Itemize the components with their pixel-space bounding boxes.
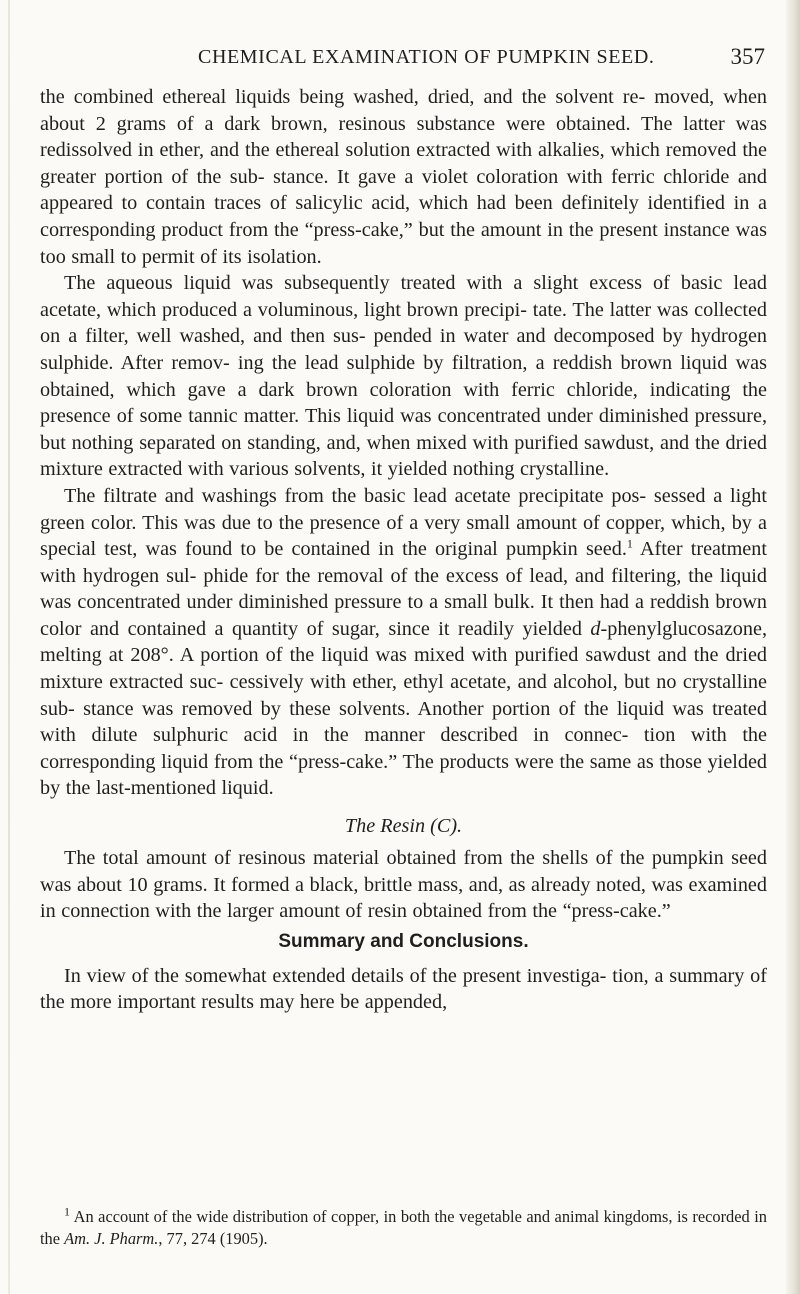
footnote-journal: Am. J. Pharm. bbox=[64, 1229, 159, 1248]
paragraph-3 bbox=[40, 483, 767, 802]
footnote-reference[interactable]: 1 bbox=[626, 536, 633, 551]
body-text bbox=[40, 84, 767, 1016]
page-edge-right bbox=[786, 0, 800, 1294]
footnote-mark: 1 bbox=[64, 1204, 70, 1219]
section-heading-summary: Summary and Conclusions. bbox=[278, 930, 529, 952]
footnote-text-b: , 77, 274 (1905). bbox=[158, 1229, 268, 1248]
running-head: CHEMICAL EXAMINATION OF PUMPKIN SEED. bbox=[198, 46, 655, 68]
paragraph-5: In view of the somewhat extended details of the present investiga- tion, a summary of the more important results may here be appended, bbox=[40, 964, 767, 1014]
section-heading-resin: The Resin (C). bbox=[344, 815, 463, 838]
paragraph-3-part-c: -phenylglucosazone, melting at 208°. A portion of the liquid was mixed with purified sawdust and the dried mixture extracted suc- cessively with ether, ethyl acetate, and alcohol, but no crystalline sub- stance was removed by these solvents. Another portion of the liquid was treated with dilute sulphuric acid in the manner described in connec- tion with the corresponding liquid from the “press-cake.” The products were the same as those yielded by the last-mentioned liquid. bbox=[40, 617, 767, 800]
paragraph-2: The aqueous liquid was subsequently treated with a slight excess of basic lead acetate, which produced a voluminous, light brown precipi- tate. The latter was collected on a filter, well washed, and then sus- pended in water and decomposed by hydrogen sulphide. After remov- ing the lead sulphide by filtration, a reddish brown liquid was obtained, which gave a dark brown coloration with ferric chloride, indicating the presence of some tannic matter. This liquid was concentrated under diminished pressure, but nothing separated on standing, and, when mixed with purified sawdust, and the dried mixture extracted with various solvents, it yielded nothing crystalline. bbox=[40, 272, 767, 481]
footnote bbox=[40, 1206, 767, 1250]
footnote-text-a: An account of the wide distribution of copper, in both the vegetable and animal kingdoms, is recorded in the bbox=[40, 1207, 767, 1248]
page-header bbox=[40, 46, 765, 80]
d-prefix: d bbox=[590, 617, 601, 640]
page-number: 357 bbox=[730, 44, 765, 69]
paragraph-4: The total amount of resinous material obtained from the shells of the pumpkin seed was about 10 grams. It formed a black, brittle mass, and, as already noted, was examined in connection with the larger amount of resin obtained from the “press-cake.” bbox=[40, 847, 767, 923]
paragraph-3-part-b: After treatment with hydrogen sul- phide for the removal of the excess of lead, and filtering, the liquid was concentrated under diminished pressure to a small bulk. It then had a reddish brown color and contained a quantity of sugar, since it readily yielded bbox=[40, 538, 767, 640]
paragraph-3-part-a: The filtrate and washings from the basic lead acetate precipitate pos- sessed a light green color. This was due to the presence of a very small amount of copper, which, by a special test, was found to be contained in the original pumpkin seed. bbox=[40, 484, 767, 561]
page-edge-left bbox=[8, 0, 10, 1294]
paragraph-1: the combined ethereal liquids being washed, dried, and the solvent re- moved, when about 2 grams of a dark brown, resinous substance were obtained. The latter was redissolved in ether, and the ethereal solution extracted with alkalies, which removed the greater portion of the sub- stance. It gave a violet coloration with ferric chloride and appeared to contain traces of salicylic acid, which had been definitely identified in a corresponding product from the “press-cake,” but the amount in the present instance was too small to permit of its isolation. bbox=[40, 86, 767, 268]
